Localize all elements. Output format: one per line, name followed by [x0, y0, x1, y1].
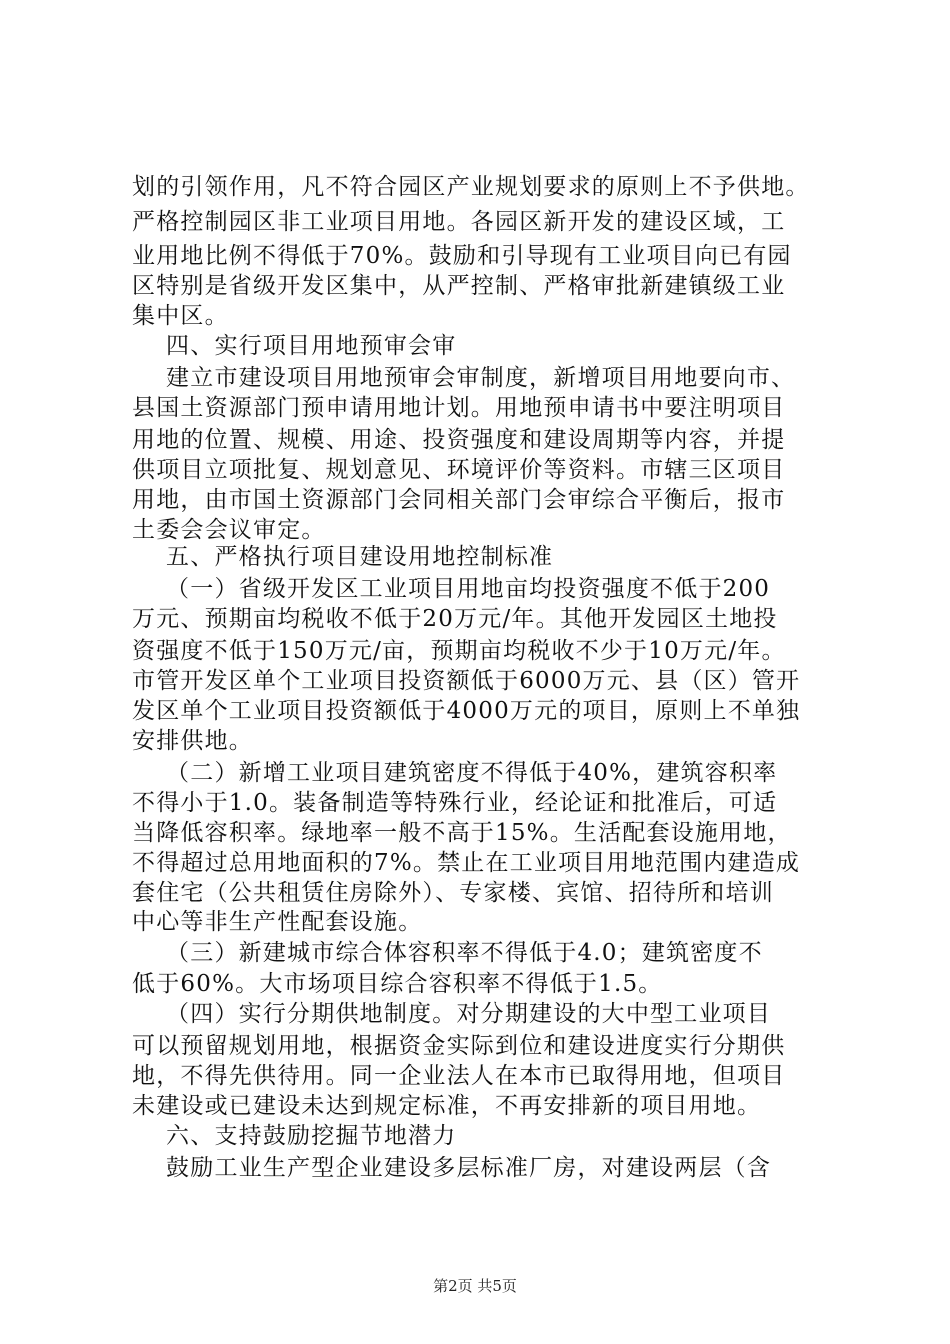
text-line: 区特别是省级开发区集中，从严控制、严格审批新建镇级工业: [132, 273, 786, 299]
text-line: 万元、预期亩均税收不低于20万元/年。其他开发园区土地投: [132, 606, 778, 632]
text-line: 资强度不低于150万元/亩，预期亩均税收不少于10万元/年。: [132, 638, 786, 664]
text-line: 划的引领作用，凡不符合园区产业规划要求的原则上不予供地。: [132, 174, 810, 200]
text-line: 地，不得先供待用。同一企业法人在本市已取得用地，但项目: [132, 1063, 786, 1089]
text-line: 严格控制园区非工业项目用地。各园区新开发的建设区域，工: [132, 209, 786, 235]
text-line: 用地，由市国土资源部门会同相关部门会审综合平衡后，报市: [132, 487, 786, 513]
text-line: （三）新建城市综合体容积率不得低于4.0；建筑密度不: [132, 940, 763, 966]
text-line: （二）新增工业项目建筑密度不得低于40%，建筑容积率: [132, 760, 778, 786]
text-line: 集中区。: [132, 303, 229, 329]
text-line: 中心等非生产性配套设施。: [132, 909, 423, 935]
section-heading: 五、严格执行项目建设用地控制标准: [132, 544, 554, 570]
text-line: 用地的位置、规模、用途、投资强度和建设周期等内容，并提: [132, 427, 786, 453]
text-line: 县国土资源部门预申请用地计划。用地预申请书中要注明项目: [132, 395, 786, 421]
page-footer: 第2页 共5页: [433, 1277, 517, 1295]
text-line: 供项目立项批复、规划意见、环境评价等资料。市辖三区项目: [132, 457, 786, 483]
text-line: （四）实行分期供地制度。对分期建设的大中型工业项目: [132, 1001, 772, 1027]
text-line: 不得超过总用地面积的7%。禁止在工业项目用地范围内建造成: [132, 850, 801, 876]
text-line: 业用地比例不得低于70%。鼓励和引导现有工业项目向已有园: [132, 243, 792, 269]
text-line: 可以预留规划用地，根据资金实际到位和建设进度实行分期供: [132, 1033, 786, 1059]
section-heading: 六、支持鼓励挖掘节地潜力: [132, 1123, 457, 1149]
text-line: 安排供地。: [132, 728, 253, 754]
text-line: 鼓励工业生产型企业建设多层标准厂房，对建设两层（含: [132, 1155, 772, 1181]
text-line: 土委会会议审定。: [132, 517, 326, 543]
section-heading: 四、实行项目用地预审会审: [132, 333, 457, 359]
text-line: 不得小于1.0。装备制造等特殊行业，经论证和批准后，可适: [132, 790, 778, 816]
text-line: 低于60%。大市场项目综合容积率不得低于1.5。: [132, 971, 663, 997]
text-line: （一）省级开发区工业项目用地亩均投资强度不低于200: [132, 576, 771, 602]
text-line: 未建设或已建设未达到规定标准，不再安排新的项目用地。: [132, 1093, 762, 1119]
text-line: 当降低容积率。绿地率一般不高于15%。生活配套设施用地，: [132, 820, 792, 846]
text-line: 套住宅（公共租赁住房除外）、专家楼、宾馆、招待所和培训: [132, 880, 774, 906]
text-line: 建立市建设项目用地预审会审制度，新增项目用地要向市、: [132, 365, 796, 391]
text-line: 发区单个工业项目投资额低于4000万元的项目，原则上不单独: [132, 698, 801, 724]
text-line: 市管开发区单个工业项目投资额低于6000万元、县（区）管开: [132, 668, 801, 694]
